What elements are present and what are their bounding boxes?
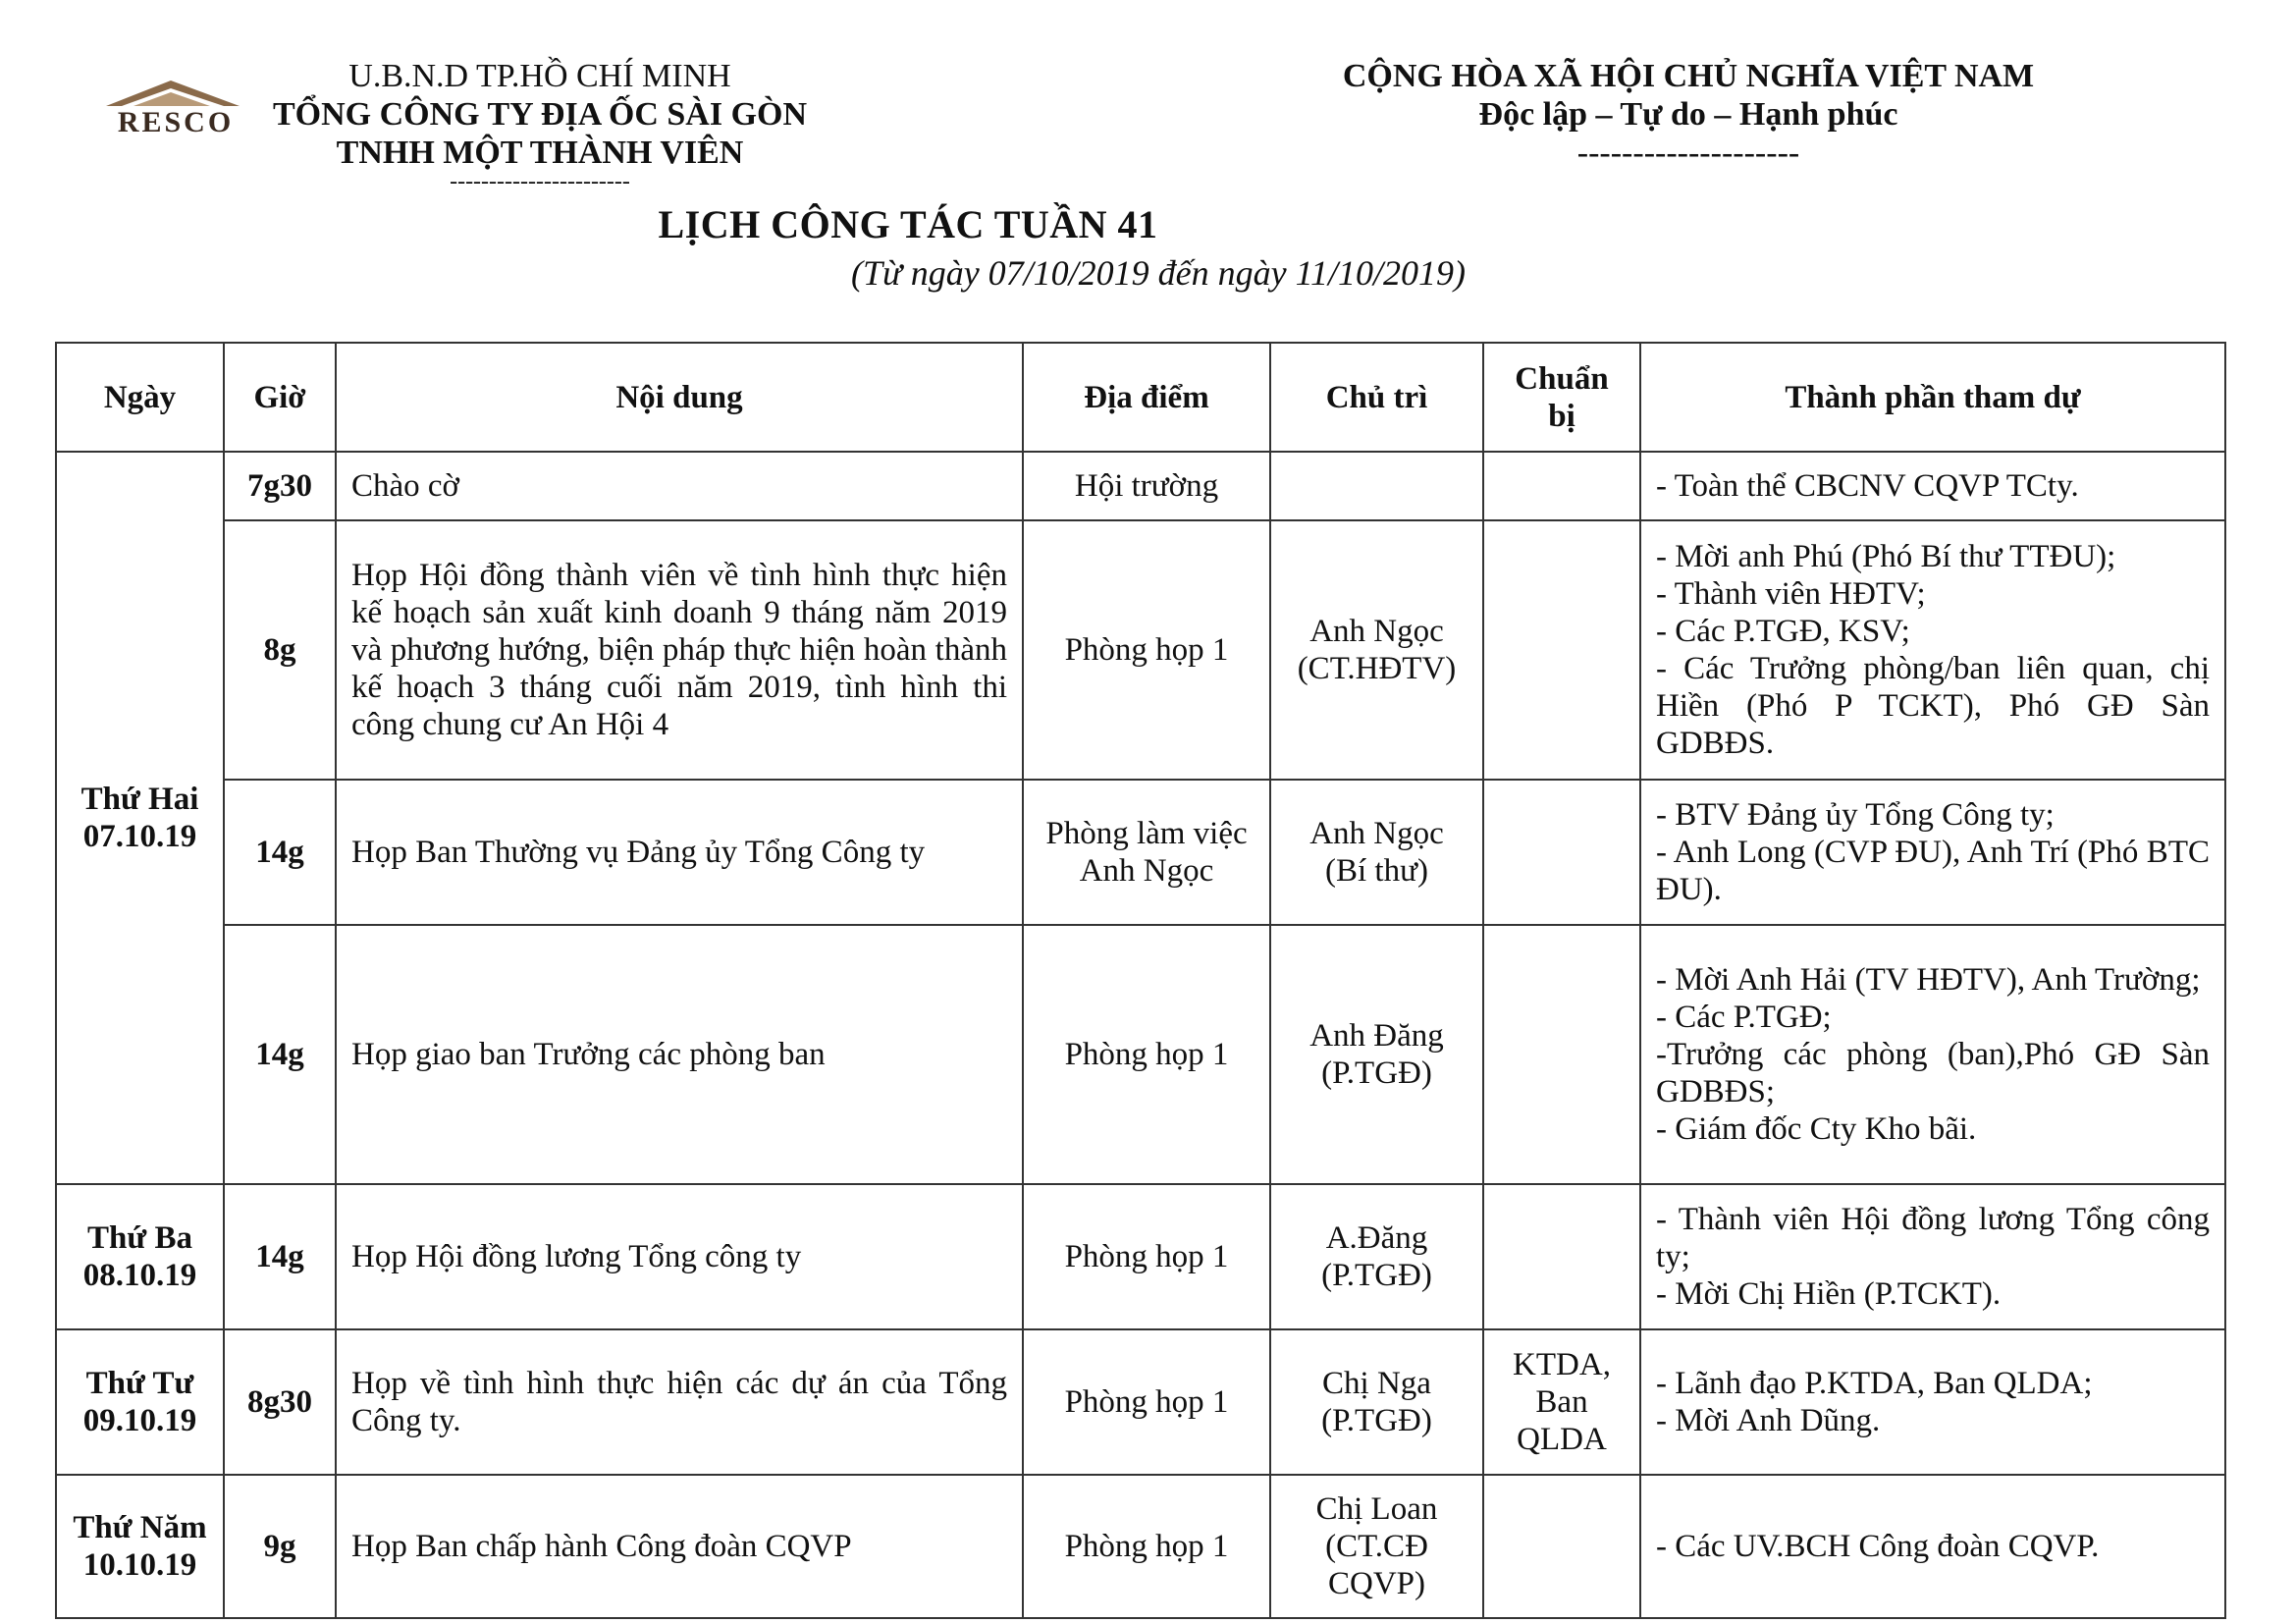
attendee-line: - Các Trưởng phòng/ban liên quan, chị Hiền (Phó P TCKT), Phó GĐ Sàn GDBĐS.	[1656, 651, 2210, 761]
day-name: Thứ Hai	[80, 782, 199, 817]
prep-cell	[1483, 1329, 1640, 1475]
location-cell: Phòng họp 1	[1023, 925, 1270, 1184]
chair-line: CQVP)	[1327, 1566, 1426, 1601]
chair-line: (P.TGĐ)	[1321, 1403, 1432, 1438]
location-cell	[1023, 780, 1270, 925]
attendees-cell	[1640, 452, 2225, 520]
attendee-line: - Toàn thể CBCNV CQVP TCty.	[1656, 468, 2079, 504]
chair-line: A.Đăng	[1325, 1220, 1428, 1256]
agency-line-1: U.B.N.D TP.HỒ CHÍ MINH	[348, 58, 731, 94]
chair-cell	[1270, 452, 1483, 520]
day-cell	[56, 1329, 224, 1475]
chair-cell	[1270, 1329, 1483, 1475]
day-cell	[56, 1184, 224, 1329]
prep-cell	[1483, 1475, 1640, 1618]
table-row	[56, 1329, 2225, 1475]
content-cell: Họp Hội đồng thành viên về tình hình thực hiện kế hoạch sản xuất kinh doanh 9 tháng năm 2019 và phương hướng, biện pháp thực hiện hoàn thành kế hoạch 3 tháng cuối năm 2019, tình hình thi công chung cư An Hội 4	[336, 520, 1023, 780]
chair-line: (CT.CĐ	[1325, 1529, 1428, 1564]
company-logo	[94, 77, 257, 141]
attendees-cell	[1640, 520, 2225, 780]
content-cell: Họp Hội đồng lương Tổng công ty	[336, 1184, 1023, 1329]
chair-cell	[1270, 1475, 1483, 1618]
document-title: LỊCH CÔNG TÁC TUẦN 41	[658, 202, 1158, 246]
agency-divider: -----------------------	[450, 169, 630, 194]
chair-line: (P.TGĐ)	[1321, 1055, 1432, 1091]
attendees-cell	[1640, 1184, 2225, 1329]
table-row	[56, 452, 2225, 520]
prep-line: KTDA,	[1513, 1347, 1611, 1382]
location-cell: Phòng họp 1	[1023, 520, 1270, 780]
attendee-line: - Anh Long (CVP ĐU), Anh Trí (Phó BTC ĐU).	[1656, 835, 2210, 907]
chair-line: Chị Loan	[1315, 1491, 1438, 1527]
table-header-row	[56, 343, 2225, 452]
header-content: Nội dung	[336, 343, 1023, 452]
attendee-line: - Thành viên Hội đồng lương Tổng công ty;	[1656, 1202, 2210, 1274]
chair-cell	[1270, 780, 1483, 925]
chair-cell	[1270, 925, 1483, 1184]
attendee-line: - Giám đốc Cty Kho bãi.	[1656, 1111, 1977, 1147]
location-cell: Phòng họp 1	[1023, 1184, 1270, 1329]
attendee-line: - Mời anh Phú (Phó Bí thư TTĐU);	[1656, 539, 2116, 574]
time-cell: 7g30	[224, 452, 336, 520]
time-cell: 14g	[224, 925, 336, 1184]
attendees-cell	[1640, 1329, 2225, 1475]
location-cell: Phòng họp 1	[1023, 1329, 1270, 1475]
table-row	[56, 520, 2225, 780]
attendees-cell	[1640, 925, 2225, 1184]
chair-line: (CT.HĐTV)	[1297, 651, 1457, 686]
national-divider: --------------------	[1576, 135, 1800, 171]
attendee-line: - Các P.TGĐ;	[1656, 1000, 1832, 1035]
chair-line: Chị Nga	[1322, 1366, 1431, 1401]
day-date: 10.10.19	[82, 1547, 197, 1583]
national-motto-line-2: Độc lập – Tự do – Hạnh phúc	[1478, 96, 1898, 133]
attendee-line: - Thành viên HĐTV;	[1656, 576, 1926, 612]
day-name: Thứ Năm	[73, 1510, 207, 1545]
day-cell	[56, 1475, 224, 1618]
content-cell: Họp về tình hình thực hiện các dự án của Tổng Công ty.	[336, 1329, 1023, 1475]
day-date: 07.10.19	[82, 819, 197, 854]
time-cell: 8g30	[224, 1329, 336, 1475]
header-day: Ngày	[56, 343, 224, 452]
table-row	[56, 1475, 2225, 1618]
header-time: Giờ	[224, 343, 336, 452]
chair-line: Anh Đăng	[1309, 1018, 1444, 1054]
attendee-line: -Trưởng các phòng (ban),Phó GĐ Sàn GDBĐS;	[1656, 1037, 2210, 1109]
schedule-table	[55, 342, 2226, 1619]
day-name: Thứ Tư	[85, 1366, 194, 1401]
attendee-line: - Các UV.BCH Công đoàn CQVP.	[1656, 1529, 2100, 1564]
attendee-line: - Mời Anh Dũng.	[1656, 1403, 1881, 1438]
prep-line: Ban	[1535, 1384, 1588, 1420]
header-chair: Chủ trì	[1270, 343, 1483, 452]
day-cell	[56, 452, 224, 1184]
chair-line: (Bí thư)	[1325, 853, 1428, 889]
document-subtitle: (Từ ngày 07/10/2019 đến ngày 11/10/2019)	[851, 253, 1466, 293]
attendees-cell	[1640, 1475, 2225, 1618]
chair-cell	[1270, 520, 1483, 780]
table-row	[56, 925, 2225, 1184]
time-cell: 8g	[224, 520, 336, 780]
agency-header	[265, 57, 815, 172]
time-cell: 9g	[224, 1475, 336, 1618]
prep-line: QLDA	[1517, 1422, 1607, 1457]
content-cell: Họp giao ban Trưởng các phòng ban	[336, 925, 1023, 1184]
header-prep-line-1: Chuẩn	[1515, 360, 1609, 397]
prep-cell	[1483, 452, 1640, 520]
content-cell: Họp Ban Thường vụ Đảng ủy Tổng Công ty	[336, 780, 1023, 925]
attendee-line: - Lãnh đạo P.KTDA, Ban QLDA;	[1656, 1366, 2093, 1401]
agency-line-3: TNHH MỘT THÀNH VIÊN	[336, 135, 744, 171]
attendee-line: - Mời Anh Hải (TV HĐTV), Anh Trường;	[1656, 962, 2201, 998]
day-name: Thứ Ba	[87, 1220, 192, 1256]
header-prep-line-2: bị	[1548, 398, 1575, 434]
attendee-line: - BTV Đảng ủy Tổng Công ty;	[1656, 797, 2055, 833]
logo-text: RESCO	[117, 106, 235, 138]
location-line: Anh Ngọc	[1079, 853, 1214, 889]
chair-line: Anh Ngọc	[1309, 614, 1444, 649]
time-cell: 14g	[224, 780, 336, 925]
prep-cell	[1483, 780, 1640, 925]
prep-cell	[1483, 1184, 1640, 1329]
attendee-line: - Các P.TGĐ, KSV;	[1656, 614, 1910, 649]
header-prep	[1483, 343, 1640, 452]
national-header	[1325, 57, 2052, 172]
prep-cell	[1483, 520, 1640, 780]
day-date: 08.10.19	[82, 1258, 197, 1293]
attendees-cell	[1640, 780, 2225, 925]
time-cell: 14g	[224, 1184, 336, 1329]
roof-icon	[104, 77, 241, 110]
table-row	[56, 780, 2225, 925]
location-cell: Hội trường	[1023, 452, 1270, 520]
attendee-line: - Mời Chị Hiền (P.TCKT).	[1656, 1276, 2002, 1312]
location-cell: Phòng họp 1	[1023, 1475, 1270, 1618]
national-motto-line-1: CỘNG HÒA XÃ HỘI CHỦ NGHĨA VIỆT NAM	[1342, 58, 2035, 94]
chair-cell	[1270, 1184, 1483, 1329]
header-location: Địa điểm	[1023, 343, 1270, 452]
header-attendees: Thành phần tham dự	[1640, 343, 2225, 452]
agency-line-2: TỔNG CÔNG TY ĐỊA ỐC SÀI GÒN	[272, 96, 808, 133]
table-row	[56, 1184, 2225, 1329]
content-cell: Họp Ban chấp hành Công đoàn CQVP	[336, 1475, 1023, 1618]
chair-line: (P.TGĐ)	[1321, 1258, 1432, 1293]
chair-line: Anh Ngọc	[1309, 816, 1444, 851]
prep-cell	[1483, 925, 1640, 1184]
content-cell: Chào cờ	[336, 452, 1023, 520]
location-line: Phòng làm việc	[1045, 816, 1248, 851]
day-date: 09.10.19	[82, 1403, 197, 1438]
